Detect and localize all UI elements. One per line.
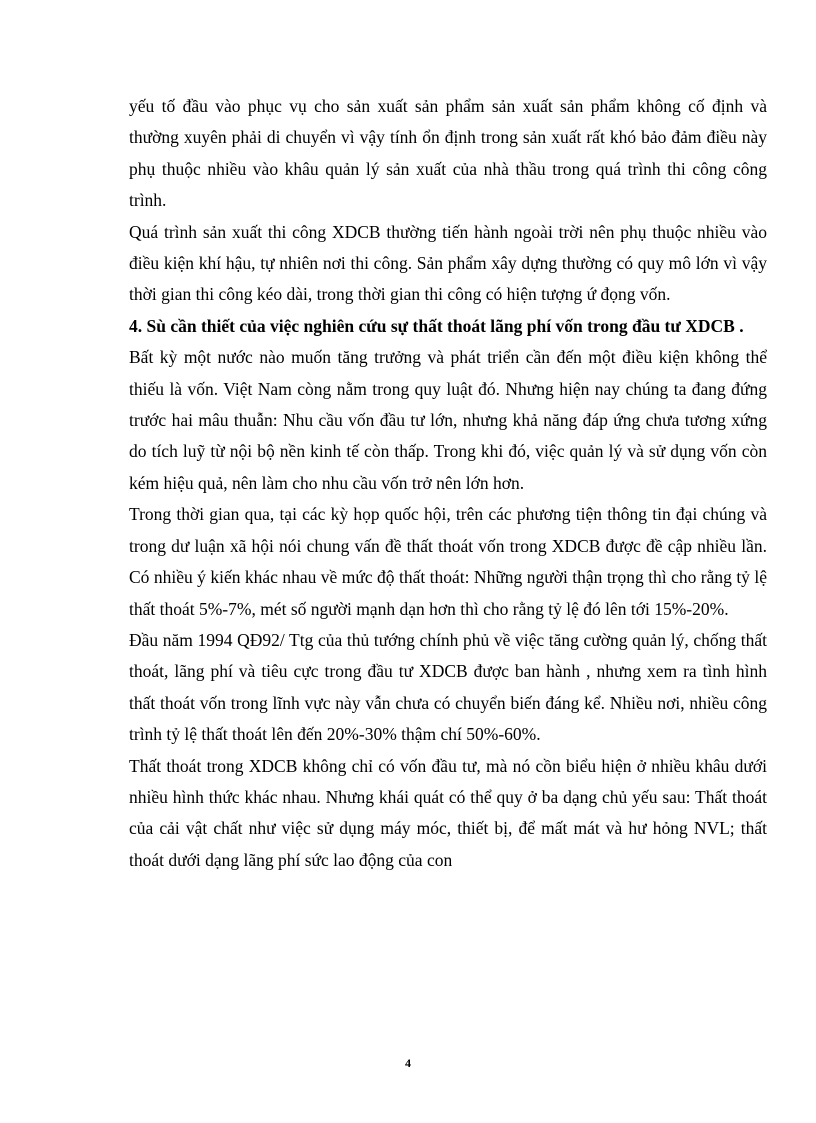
paragraph-loss-opinions: Trong thời gian qua, tại các kỳ họp quốc hội, trên các phương tiện thông tin đại chúng và trong dư luận xã hội nói chung vấn đề thất thoát vốn trong XDCB được đề cập nhiều lần. Có nhiều ý kiến khác nhau về mức độ thất thoát: Những người thận trọng thì cho rằng tỷ lệ thất thoát 5%-7%, mét số người mạnh dạn hơn thì cho rằng tỷ lệ đó lên tới 15%-20%. xyxy=(129,504,767,619)
paragraph-continued-production-factors: yếu tố đầu vào phục vụ cho sản xuất sản phẩm sản xuất sản phẩm không cố định và thường xuyên phải di chuyển vì vậy tính ổn định trong sản xuất rất khó bảo đảm điều này phụ thuộc nhiều vào khâu quản lý sản xuất của nhà thầu trong quá trình thi công công trình. xyxy=(129,96,767,211)
section-heading-4: 4. Sù cần thiết của việc nghiên cứu sự thất thoát lãng phí vốn trong đầu tư XDCB . xyxy=(129,315,744,336)
paragraph-outdoor-construction: Quá trình sản xuất thi công XDCB thường tiến hành ngoài trời nên phụ thuộc nhiều vào điều kiện khí hậu, tự nhiên nơi thi công. Sản phẩm xây dựng thường có quy mô lớn vì vậy thời gian thi công kéo dài, trong thời gian thi công có hiện tượng ứ đọng vốn. xyxy=(129,221,767,305)
page-number: 4 xyxy=(405,1056,411,1070)
paragraph-capital-need: Bất kỳ một nước nào muốn tăng trưởng và phát triển cần đến một điều kiện không thể thiếu là vốn. Việt Nam còng nằm trong quy luật đó. Nhưng hiện nay chúng ta đang đứng trước hai mâu thuẫn: Nhu cầu vốn đầu tư lớn, nhưng khả năng đáp ứng chưa tương xứng do tích luỹ từ nội bộ nền kinh tế còn thấp. Trong khi đó, việc quản lý và sử dụng vốn còn kém hiệu quả, nên làm cho nhu cầu vốn trở nên lớn hơn. xyxy=(129,347,767,493)
document-body xyxy=(129,91,767,876)
paragraph-loss-forms: Thất thoát trong XDCB không chỉ có vốn đầu tư, mà nó cồn biểu hiện ở nhiều khâu dưới nhiều hình thức khác nhau. Nhưng khái quát có thể quy ở ba dạng chủ yếu sau: Thất thoát của cải vật chất như việc sử dụng máy móc, thiết bị, để mất mát và hư hỏng NVL; thất thoát dưới dạng lãng phí sức lao động của con xyxy=(129,755,767,870)
paragraph-decision-1994: Đầu năm 1994 QĐ92/ Ttg của thủ tướng chính phủ về việc tăng cường quản lý, chống thất thoát, lãng phí và tiêu cực trong đầu tư XDCB được ban hành , nhưng xem ra tình hình thất thoát vốn trong lĩnh vực này vẫn chưa có chuyển biến đáng kể. Nhiều nơi, nhiều công trình tỷ lệ thất thoát lên đến 20%-30% thậm chí 50%-60%. xyxy=(129,629,767,745)
